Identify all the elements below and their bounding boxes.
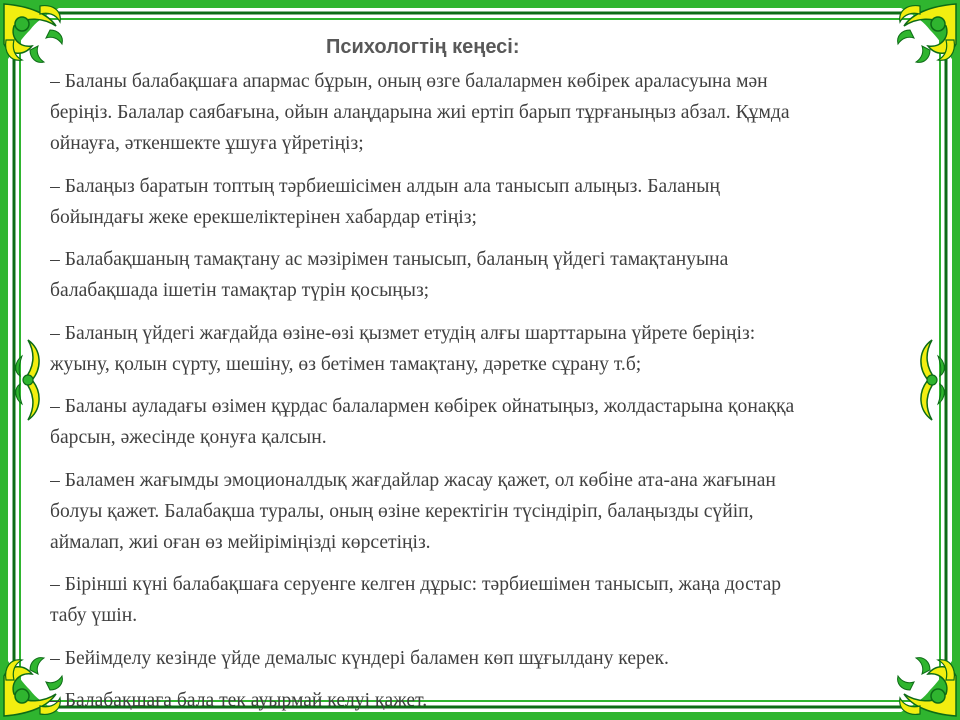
advice-line: – Бейімделу кезінде үйде демалыс күндері баламен көп шұғылдану керек. bbox=[50, 647, 669, 669]
advice-item bbox=[50, 569, 960, 631]
advice-item bbox=[50, 244, 960, 306]
advice-item bbox=[50, 66, 960, 159]
corner-ornament-icon bbox=[890, 0, 960, 70]
slide-title: Психологтің кеңесі: bbox=[326, 36, 520, 58]
advice-line: – Бірінші күні балабақшаға серуенге келген дұрыс: тәрбиешімен танысып, жаңа достар bbox=[50, 574, 782, 595]
advice-line: – Балабақшаға бала тек ауырмай келуі қажет. bbox=[50, 690, 428, 711]
advice-line: аймалап, жиі оған өз мейіріміңізді көрсетіңіз. bbox=[50, 531, 431, 553]
advice-line: балабақшада ішетін тамақтар түрін қосыңыз; bbox=[50, 280, 430, 301]
advice-item bbox=[50, 391, 960, 453]
advice-line: болуы қажет. Балабақша туралы, оның өзіне керектігін түсіндіріп, балаңызды сүйіп, bbox=[50, 500, 754, 522]
advice-item bbox=[50, 318, 960, 380]
advice-list bbox=[50, 66, 960, 714]
advice-item bbox=[50, 643, 960, 674]
advice-line: – Балабақшаның тамақтану ас мәзірімен танысып, баланың үйдегі тамақтануына bbox=[50, 249, 729, 270]
advice-item bbox=[50, 465, 960, 558]
advice-line: барсын, әжесінде қонуға қалсын. bbox=[50, 427, 327, 448]
advice-line: беріңіз. Балалар саябағына, ойын алаңдарына жиі ертіп барып тұрғаныңыз абзал. Құмда bbox=[50, 102, 790, 123]
advice-line: бойындағы жеке ерекшеліктерінен хабардар етіңіз; bbox=[50, 206, 477, 228]
advice-line: – Баланы балабақшаға апармас бұрын, оның өзге балалармен көбірек араласуына мән bbox=[50, 71, 768, 92]
corner-ornament-icon bbox=[0, 0, 70, 70]
advice-line: жуыну, қолын сүрту, шешіну, өз бетімен тамақтану, дәретке сұрану т.б; bbox=[50, 353, 642, 375]
advice-line: – Баланың үйдегі жағдайда өзіне-өзі қызмет етудің алғы шарттарына үйрете беріңіз: bbox=[50, 322, 756, 344]
advice-line: табу үшін. bbox=[50, 605, 138, 626]
advice-line: – Балаңыз баратын топтың тәрбиешісімен алдын ала танысып алыңыз. Баланың bbox=[50, 175, 720, 197]
advice-line: – Баламен жағымды эмоционалдық жағдайлар жасау қажет, ол көбіне ата-ана жағынан bbox=[50, 469, 776, 491]
advice-item bbox=[50, 685, 960, 714]
advice-line: – Баланы ауладағы өзімен құрдас балалармен көбірек ойнатыңыз, жолдастарына қонаққа bbox=[50, 396, 795, 417]
advice-item bbox=[50, 171, 960, 233]
advice-line: ойнауға, әткеншекте ұшуға үйретіңіз; bbox=[50, 133, 364, 154]
